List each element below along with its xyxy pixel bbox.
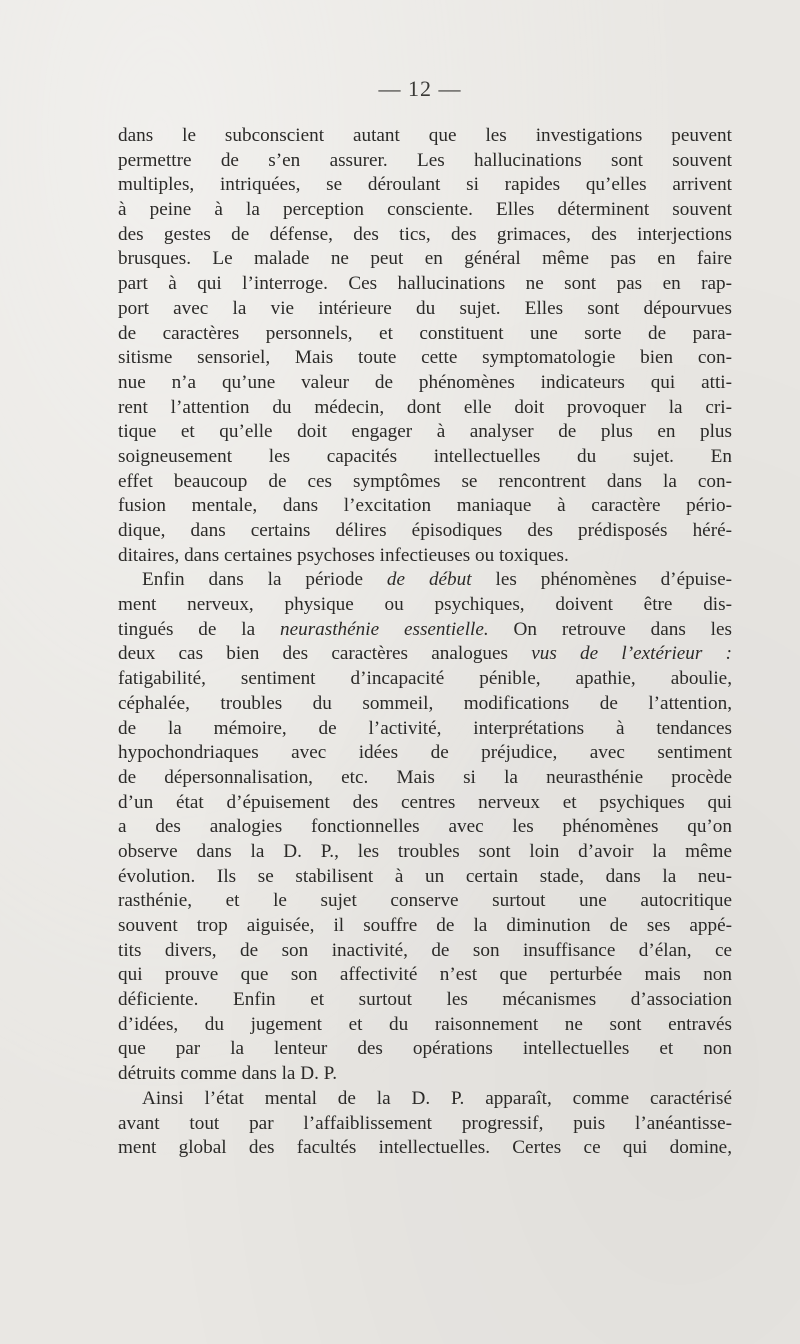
text-line — [118, 198, 732, 223]
text-run: rent l’attention du médecin, dont elle doit provoquer la cri- — [118, 396, 732, 418]
text-run: d’un état d’épuisement des centres nerveux et psychiques qui — [118, 791, 732, 813]
text-line — [118, 173, 732, 198]
text-run: avant tout par l’affaiblissement progressif, puis l’anéantisse- — [118, 1112, 732, 1134]
text-line — [118, 544, 732, 569]
text-line — [118, 322, 732, 347]
body-text — [118, 124, 732, 1161]
text-run: souvent trop aiguisée, il souffre de la diminution de ses appé- — [118, 915, 732, 936]
text-line — [118, 223, 732, 248]
text-run: Ainsi l’état mental de la D. P. apparaît, comme caractérisé — [142, 1087, 732, 1109]
text-line — [118, 667, 732, 692]
text-run: neurasthénie essentielle. — [279, 618, 489, 640]
text-run: soigneusement les capacités intellectuelles du sujet. En — [118, 445, 732, 467]
text-line — [118, 988, 732, 1013]
text-run: On retrouve dans les — [488, 618, 732, 640]
text-line — [118, 297, 732, 322]
text-run: céphalée, troubles du sommeil, modifications de l’attention, — [118, 692, 732, 714]
text-run: hypochondriaques avec idées de préjudice, avec sentiment — [118, 742, 732, 764]
text-line — [118, 396, 732, 421]
text-line — [118, 889, 732, 914]
text-run: permettre de s’en assurer. Les hallucinations sont souvent — [118, 149, 732, 171]
text-line — [118, 593, 732, 618]
text-line — [118, 939, 732, 964]
text-line — [118, 124, 732, 149]
text-run: dique, dans certains délires épisodiques des prédisposés héré- — [118, 520, 732, 541]
text-line — [118, 247, 732, 272]
text-line — [118, 766, 732, 791]
text-line — [118, 1062, 732, 1087]
text-run: fusion mentale, dans l’excitation maniaque à caractère pério- — [118, 495, 732, 517]
text-run: deux cas bien des caractères analogues — [118, 643, 532, 665]
text-line — [118, 1136, 732, 1161]
text-run: de dépersonnalisation, etc. Mais si la neurasthénie procède — [118, 766, 732, 788]
text-line — [118, 1087, 732, 1112]
page-number: — 12 — — [378, 76, 462, 101]
text-run: tingués de la — [118, 618, 280, 640]
text-run: port avec la vie intérieure du sujet. Elles sont dépourvues — [118, 297, 732, 319]
text-line — [118, 1037, 732, 1062]
text-run: effet beaucoup de ces symptômes se rencontrent dans la con- — [118, 470, 732, 492]
text-run: a des analogies fonctionnelles avec les phénomènes qu’on — [118, 816, 732, 838]
text-run: tique et qu’elle doit engager à analyser de plus en plus — [118, 421, 732, 443]
text-line — [118, 568, 732, 593]
text-line — [118, 445, 732, 470]
text-line — [118, 618, 732, 643]
text-run: nue n’a qu’une valeur de phénomènes indicateurs qui atti- — [118, 371, 732, 393]
text-line — [118, 692, 732, 717]
text-line — [118, 149, 732, 174]
text-run: détruits comme dans la D. P. — [118, 1063, 338, 1085]
text-run: évolution. Ils se stabilisent à un certain stade, dans la neu- — [118, 865, 732, 887]
text-line — [118, 840, 732, 865]
text-run: que par la lenteur des opérations intellectuelles et non — [118, 1038, 732, 1060]
text-line — [118, 272, 732, 297]
text-line — [118, 494, 732, 519]
text-run: vus de l’extérieur : — [531, 643, 732, 665]
text-run: les phénomènes d’épuise- — [471, 569, 732, 591]
text-run: fatigabilité, sentiment d’incapacité pénible, apathie, aboulie, — [118, 668, 732, 690]
text-run: des gestes de défense, des tics, des grimaces, des interjections — [118, 223, 732, 245]
text-line — [118, 815, 732, 840]
text-run: à peine à la perception consciente. Elles déterminent souvent — [118, 199, 732, 221]
text-line — [118, 371, 732, 396]
text-run: rasthénie, et le sujet conserve surtout une autocritique — [118, 890, 732, 912]
text-run: ment nerveux, physique ou psychiques, doivent être dis- — [118, 594, 732, 616]
text-line — [118, 791, 732, 816]
text-line — [118, 717, 732, 742]
text-run: ditaires, dans certaines psychoses infectieuses ou toxiques. — [118, 544, 569, 566]
text-run: tits divers, de son inactivité, de son insuffisance d’élan, ce — [118, 939, 732, 961]
text-line — [118, 420, 732, 445]
text-run: de début — [386, 569, 472, 591]
text-line — [118, 1013, 732, 1038]
text-run: dans le subconscient autant que les investigations peuvent — [118, 125, 732, 146]
text-run: brusques. Le malade ne peut en général même pas en faire — [118, 248, 732, 270]
text-line — [118, 346, 732, 371]
text-line — [118, 470, 732, 495]
text-run: sitisme sensoriel, Mais toute cette symptomatologie bien con- — [118, 347, 732, 369]
text-run: de la mémoire, de l’activité, interprétations à tendances — [118, 717, 732, 739]
text-line — [118, 642, 732, 667]
text-line — [118, 963, 732, 988]
text-run: part à qui l’interroge. Ces hallucinations ne sont pas en rap- — [118, 273, 732, 295]
text-run: Enfin dans la période — [142, 569, 387, 591]
text-line — [118, 865, 732, 890]
text-run: observe dans la D. P., les troubles sont loin d’avoir la même — [118, 840, 732, 862]
text-run: multiples, intriquées, se déroulant si rapides qu’elles arrivent — [118, 174, 732, 196]
text-run: déficiente. Enfin et surtout les mécanismes d’association — [118, 989, 732, 1011]
text-line — [118, 519, 732, 544]
text-line — [118, 741, 732, 766]
text-line — [118, 1112, 732, 1137]
text-run: de caractères personnels, et constituent une sorte de para- — [118, 322, 732, 344]
text-run: d’idées, du jugement et du raisonnement ne sont entravés — [118, 1013, 732, 1035]
text-run: qui prouve que son affectivité n’est que perturbée mais non — [118, 964, 732, 986]
text-run: ment global des facultés intellectuelles. Certes ce qui domine, — [118, 1137, 732, 1159]
text-line — [118, 914, 732, 939]
